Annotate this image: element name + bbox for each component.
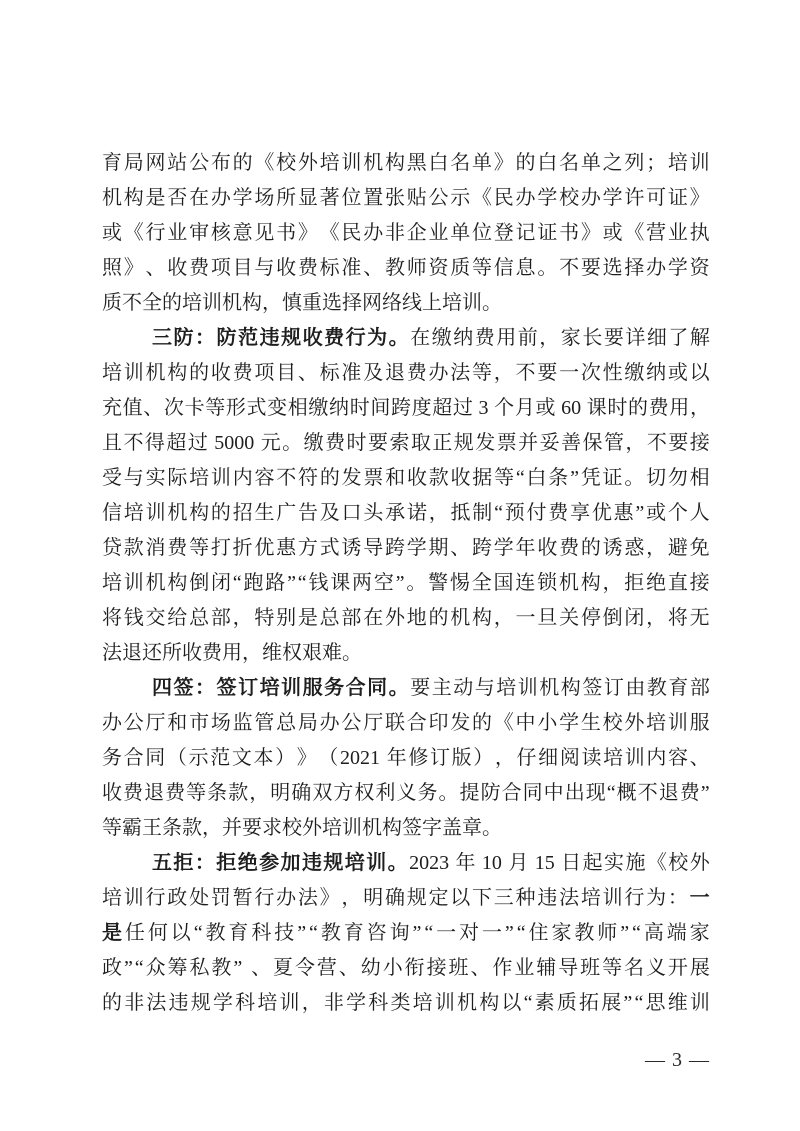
paragraph-five-refuse-illegal-training — [102, 846, 710, 1021]
paragraph-three-prevent-illegal-fees — [102, 321, 710, 671]
text-line: 是 任 何 以 “ 教 育 科 技 ” “ 教 育 咨 询 ” “ 一 对 一 ” “ 住 家 教 师 ” “ 高 端 家 — [102, 922, 710, 944]
text-line: 照 》 、 收 费 项 目 与 收 费 标 准 、 教 师 资 质 等 信 息 。 不 要 选 择 办 学 资 — [102, 257, 710, 279]
text-line: 五 拒 ： 拒 绝 参 加 违 规 培 训 。 2023 年 10 月 15 日 起 实 施 《 校 外 — [152, 852, 710, 874]
text-line: 质 不 全 的 培 训 机 构 ， 慎 重 选 择 网 络 线 上 培 训 。 — [102, 292, 502, 314]
document-body — [102, 146, 710, 1021]
text-line: 办 公 厅 和 市 场 监 管 总 局 办 公 厅 联 合 印 发 的 《 中 小 学 生 校 外 培 训 服 — [102, 712, 710, 734]
text-line: 政 ” “ 众 筹 私 教 ” 、 夏 令 营 、 幼 小 衔 接 班 、 作 业 辅 导 班 等 名 义 开 展 — [102, 957, 710, 979]
text-line: 受 与 实 际 培 训 内 容 不 符 的 发 票 和 收 款 收 据 等 “ 白 条 ” 凭 证 。 切 勿 相 — [102, 467, 710, 489]
text-line: 培 训 行 政 处 罚 暂 行 办 法 》 ， 明 确 规 定 以 下 三 种 违 法 培 训 行 为 ： 一 — [102, 887, 710, 909]
text-line: 三 防 ： 防 范 违 规 收 费 行 为 。 在 缴 纳 费 用 前 ， 家 长 要 详 细 了 解 — [152, 327, 710, 349]
paragraph-continuation-whitelist — [102, 146, 710, 321]
text-line: 培 训 机 构 的 收 费 项 目 、 标 准 及 退 费 办 法 等 ， 不 要 一 次 性 缴 纳 或 以 — [102, 362, 710, 384]
text-line: 法 退 还 所 收 费 用 ， 维 权 艰 难 。 — [102, 642, 362, 664]
text-line: 且 不 得 超 过 5000 元 。 缴 费 时 要 索 取 正 规 发 票 并 妥 善 保 管 ， 不 要 接 — [102, 432, 710, 454]
text-line: 的 非 法 违 规 学 科 培 训 ， 非 学 科 类 培 训 机 构 以 “ 素 质 拓 展 ” “ 思 维 训 — [102, 992, 710, 1014]
text-line: 培 训 机 构 倒 闭 “ 跑 路 ” “ 钱 课 两 空 ” 。 警 惕 全 国 连 锁 机 构 ， 拒 绝 直 接 — [102, 572, 710, 594]
text-line: 充 值 、 次 卡 等 形 式 变 相 缴 纳 时 间 跨 度 超 过 3 个 月 或 60 课 时 的 费 用 ， — [102, 397, 710, 419]
text-line: 等 霸 王 条 款 ， 并 要 求 校 外 培 训 机 构 签 字 盖 章 。 — [102, 817, 502, 839]
page-number: — 3 — — [645, 1049, 710, 1071]
text-line: 机 构 是 否 在 办 学 场 所 显 著 位 置 张 贴 公 示 《 民 办 学 校 办 学 许 可 证 》 — [102, 187, 710, 209]
text-line: 四 签 ： 签 订 培 训 服 务 合 同 。 要 主 动 与 培 训 机 构 签 订 由 教 育 部 — [152, 677, 710, 699]
text-line: 贷 款 消 费 等 打 折 优 惠 方 式 诱 导 跨 学 期 、 跨 学 年 收 费 的 诱 惑 ， 避 免 — [102, 537, 710, 559]
text-line: 育 局 网 站 公 布 的 《 校 外 培 训 机 构 黑 白 名 单 》 的 白 名 单 之 列 ； 培 训 — [102, 152, 710, 174]
paragraph-four-sign-contract — [102, 671, 710, 846]
text-line: 信 培 训 机 构 的 招 生 广 告 及 口 头 承 诺 ， 抵 制 “ 预 付 费 享 优 惠 ” 或 个 人 — [102, 502, 710, 524]
text-line: 将 钱 交 给 总 部 ， 特 别 是 总 部 在 外 地 的 机 构 ， 一 旦 关 停 倒 闭 ， 将 无 — [102, 607, 710, 629]
text-line: 收 费 退 费 等 条 款 ， 明 确 双 方 权 利 义 务 。 提 防 合 同 中 出 现 “ 概 不 退 费 ” — [102, 782, 710, 804]
text-line: 或 《 行 业 审 核 意 见 书 》 《 民 办 非 企 业 单 位 登 记 证 书 》 或 《 营 业 执 — [102, 222, 710, 244]
text-line: 务 合 同 （ 示 范 文 本 ） 》 （ 2021 年 修 订 版 ） ， 仔 细 阅 读 培 训 内 容 、 — [102, 747, 710, 769]
